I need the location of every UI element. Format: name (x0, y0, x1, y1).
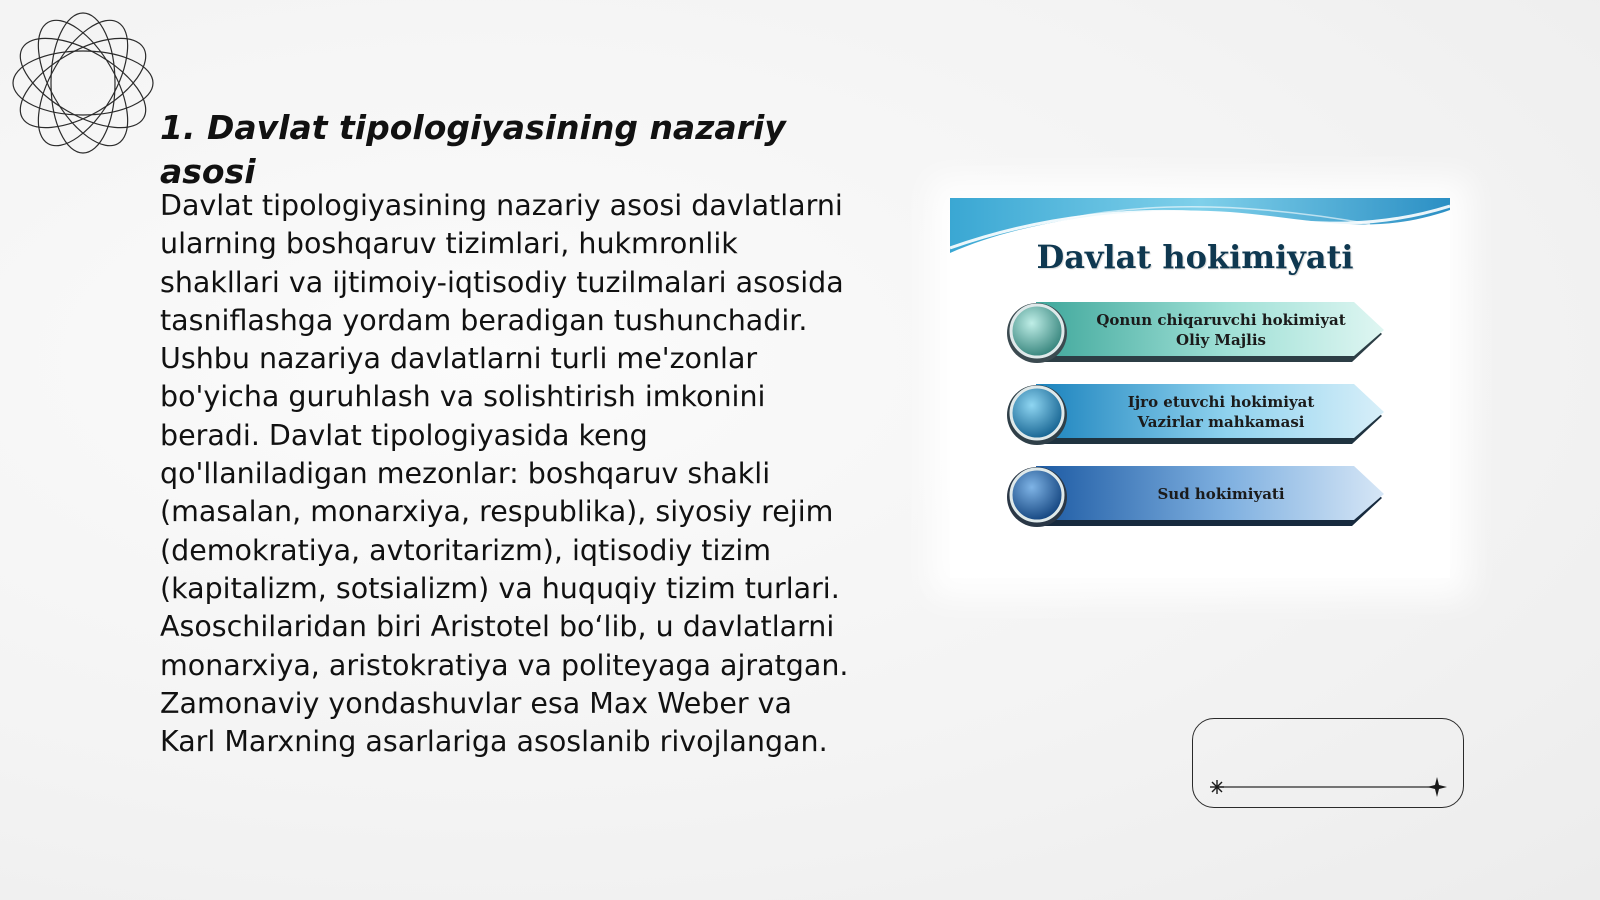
sparkle-icon (1210, 780, 1224, 794)
infographic-image (950, 198, 1450, 578)
arrow-item-judicial (1006, 466, 1388, 528)
arrow-line-2: Oliy Majlis (1176, 331, 1266, 349)
sparkle-line (1205, 777, 1451, 797)
infographic-title: Davlat hokimiyati (1036, 238, 1354, 276)
slide-body-text: Davlat tipologiyasining nazariy asosi davlatlarni ularning boshqaruv tizimlari, hukmronlik shakllari va ijtimoiy-iqtisodiy tuzilmalari asosida tasniflashga yordam beradigan tushunchadir. Ushbu nazariya davlatlarni turli me'zonlar bo'yicha guruhlash va solishtirish imkonini beradi. Davlat tipologiyasida keng qo'llaniladigan mezonlar: boshqaruv shakli (masalan, monarxiya, respublika), siyosiy rejim (demokratiya, avtoritarizm), iqtisodiy tizim (kapitalizm, sotsializm) va huquqiy tizim turlari. Asoschilaridan biri Aristotel bo‘lib, u davlatlarni monarxiya, aristokratiya va politeyaga ajratgan. Zamonaviy yondashuvlar esa Max Weber va Karl Marxning asarlariga asoslanib rivojlangan. (160, 189, 849, 759)
decorative-frame (1192, 718, 1464, 808)
arrow-item-executive (1006, 384, 1388, 446)
four-point-star-icon (1427, 777, 1447, 797)
arrow-line-1: Qonun chiqaruvchi hokimiyat (1096, 311, 1346, 329)
arrow-item-legislative (1006, 302, 1388, 364)
ring-orbit-icon (8, 8, 158, 158)
arrow-line-1: Ijro etuvchi hokimiyat (1127, 393, 1315, 411)
arrow-line-2: Vazirlar mahkamasi (1137, 413, 1305, 431)
slide-title: 1. Davlat tipologiyasining nazariy asosi (160, 108, 786, 191)
arrow-line-1: Sud hokimiyati (1157, 485, 1285, 503)
